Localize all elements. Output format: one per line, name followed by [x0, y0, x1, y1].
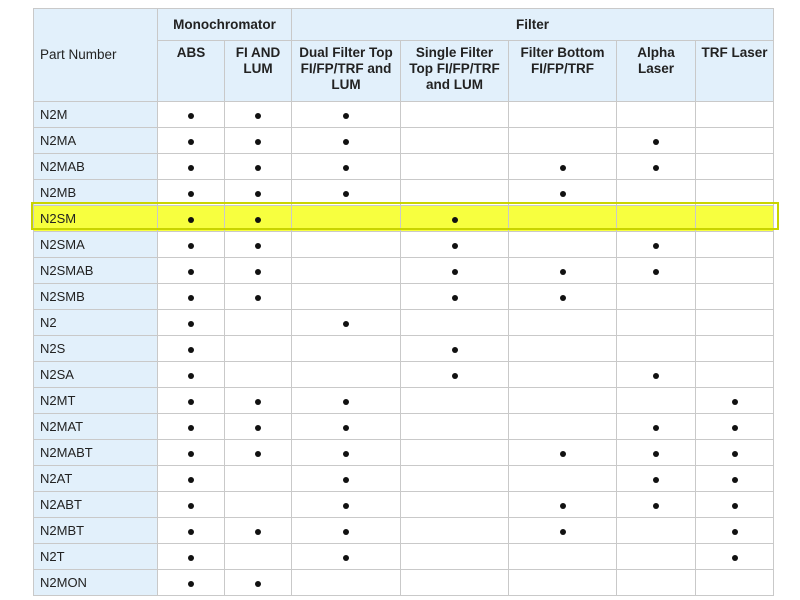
filter-bottom-cell: [509, 206, 617, 232]
abs-cell: [158, 544, 225, 570]
filter-group-header: Filter: [292, 9, 774, 41]
filter-bottom-cell: [509, 362, 617, 388]
dual-filter-cell: [292, 336, 401, 362]
bullet-dot-icon: [732, 425, 738, 431]
table-row: [34, 180, 774, 206]
single-filter-cell: [401, 232, 509, 258]
filter-bottom-cell: [509, 128, 617, 154]
dual-filter-cell: [292, 310, 401, 336]
bullet-dot-icon: [560, 191, 566, 197]
table-row: [34, 388, 774, 414]
bullet-dot-icon: [560, 269, 566, 275]
alpha-laser-cell: [617, 258, 696, 284]
bullet-dot-icon: [343, 139, 349, 145]
single-filter-cell: [401, 466, 509, 492]
dual-filter-cell: [292, 154, 401, 180]
table-row: [34, 310, 774, 336]
trf-laser-cell: [696, 206, 774, 232]
trf-laser-cell: [696, 180, 774, 206]
bullet-dot-icon: [653, 139, 659, 145]
bullet-dot-icon: [452, 347, 458, 353]
single-filter-cell: [401, 102, 509, 128]
bullet-dot-icon: [188, 321, 194, 327]
alpha-laser-cell: [617, 518, 696, 544]
part-number-cell: N2SA: [34, 362, 158, 388]
bullet-dot-icon: [343, 451, 349, 457]
bullet-dot-icon: [560, 529, 566, 535]
bullet-dot-icon: [732, 529, 738, 535]
single-filter-cell: [401, 362, 509, 388]
part-number-cell: N2T: [34, 544, 158, 570]
part-number-cell: N2MT: [34, 388, 158, 414]
fl-lum-cell: [225, 102, 292, 128]
abs-cell: [158, 180, 225, 206]
single-filter-cell: [401, 388, 509, 414]
fl-lum-cell: [225, 570, 292, 596]
fl-lum-cell: [225, 414, 292, 440]
bullet-dot-icon: [343, 191, 349, 197]
table-row: [34, 362, 774, 388]
bullet-dot-icon: [255, 113, 261, 119]
table-row: [34, 466, 774, 492]
part-number-cell: N2AT: [34, 466, 158, 492]
bullet-dot-icon: [188, 295, 194, 301]
dual-filter-cell: [292, 440, 401, 466]
bullet-dot-icon: [452, 373, 458, 379]
alpha-laser-cell: [617, 388, 696, 414]
bullet-dot-icon: [560, 165, 566, 171]
trf-laser-cell: [696, 258, 774, 284]
dual-filter-cell: [292, 102, 401, 128]
bullet-dot-icon: [255, 217, 261, 223]
filter-bottom-cell: [509, 258, 617, 284]
abs-cell: [158, 128, 225, 154]
alpha-laser-cell: [617, 310, 696, 336]
abs-cell: [158, 232, 225, 258]
part-number-cell: N2MBT: [34, 518, 158, 544]
single-filter-cell: [401, 492, 509, 518]
trf-laser-cell: [696, 102, 774, 128]
bullet-dot-icon: [732, 451, 738, 457]
trf-laser-cell: [696, 154, 774, 180]
bullet-dot-icon: [255, 399, 261, 405]
bullet-dot-icon: [255, 165, 261, 171]
part-number-cell: N2MABT: [34, 440, 158, 466]
dual-filter-cell: [292, 284, 401, 310]
table-row: [34, 284, 774, 310]
alpha-laser-column-header: Alpha Laser: [617, 41, 696, 102]
bullet-dot-icon: [653, 373, 659, 379]
abs-cell: [158, 362, 225, 388]
table-row: [34, 544, 774, 570]
abs-cell: [158, 466, 225, 492]
dual-filter-cell: [292, 180, 401, 206]
dual-filter-cell: [292, 570, 401, 596]
monochromator-group-header: Monochromator: [158, 9, 292, 41]
bullet-dot-icon: [255, 243, 261, 249]
table-row: [34, 206, 774, 232]
trf-laser-cell: [696, 336, 774, 362]
trf-laser-cell: [696, 518, 774, 544]
single-filter-cell: [401, 336, 509, 362]
bullet-dot-icon: [452, 243, 458, 249]
bullet-dot-icon: [653, 451, 659, 457]
fl-lum-cell: [225, 232, 292, 258]
dual-filter-cell: [292, 258, 401, 284]
table-row: [34, 518, 774, 544]
bullet-dot-icon: [188, 529, 194, 535]
dual-filter-cell: [292, 466, 401, 492]
part-number-cell: N2SMA: [34, 232, 158, 258]
single-filter-cell: [401, 414, 509, 440]
bullet-dot-icon: [255, 269, 261, 275]
part-number-cell: N2ABT: [34, 492, 158, 518]
bullet-dot-icon: [653, 243, 659, 249]
filter-bottom-cell: [509, 180, 617, 206]
filter-bottom-cell: [509, 102, 617, 128]
bullet-dot-icon: [653, 269, 659, 275]
fl-lum-cell: [225, 466, 292, 492]
table-row: [34, 154, 774, 180]
table-row: [34, 440, 774, 466]
bullet-dot-icon: [188, 191, 194, 197]
trf-laser-cell: [696, 570, 774, 596]
alpha-laser-cell: [617, 206, 696, 232]
part-number-cell: N2MA: [34, 128, 158, 154]
bullet-dot-icon: [343, 321, 349, 327]
trf-laser-cell: [696, 362, 774, 388]
part-number-cell: N2: [34, 310, 158, 336]
bullet-dot-icon: [188, 269, 194, 275]
dual-filter-cell: [292, 388, 401, 414]
trf-laser-cell: [696, 128, 774, 154]
bullet-dot-icon: [343, 113, 349, 119]
abs-cell: [158, 310, 225, 336]
trf-laser-cell: [696, 544, 774, 570]
dual-filter-cell: [292, 362, 401, 388]
alpha-laser-cell: [617, 336, 696, 362]
dual-filter-column-header: Dual Filter Top FI/FP/TRF and LUM: [292, 41, 401, 102]
filter-bottom-cell: [509, 310, 617, 336]
filter-bottom-cell: [509, 466, 617, 492]
bullet-dot-icon: [188, 373, 194, 379]
alpha-laser-cell: [617, 414, 696, 440]
trf-laser-cell: [696, 388, 774, 414]
fl-lum-cell: [225, 180, 292, 206]
alpha-laser-cell: [617, 492, 696, 518]
bullet-dot-icon: [255, 451, 261, 457]
bullet-dot-icon: [343, 555, 349, 561]
fl-lum-cell: [225, 440, 292, 466]
bullet-dot-icon: [188, 477, 194, 483]
table-row: [34, 232, 774, 258]
abs-cell: [158, 440, 225, 466]
bullet-dot-icon: [343, 503, 349, 509]
fl-lum-cell: [225, 206, 292, 232]
part-number-header: Part Number: [34, 9, 158, 102]
alpha-laser-cell: [617, 544, 696, 570]
bullet-dot-icon: [452, 269, 458, 275]
filter-bottom-cell: [509, 570, 617, 596]
abs-cell: [158, 570, 225, 596]
bullet-dot-icon: [560, 503, 566, 509]
bullet-dot-icon: [188, 503, 194, 509]
bullet-dot-icon: [188, 451, 194, 457]
filter-bottom-cell: [509, 544, 617, 570]
fl-lum-cell: [225, 154, 292, 180]
bullet-dot-icon: [255, 295, 261, 301]
part-number-cell: N2MB: [34, 180, 158, 206]
alpha-laser-cell: [617, 362, 696, 388]
bullet-dot-icon: [732, 503, 738, 509]
filter-bottom-cell: [509, 232, 617, 258]
fl-lum-cell: [225, 258, 292, 284]
bullet-dot-icon: [188, 425, 194, 431]
single-filter-cell: [401, 544, 509, 570]
abs-cell: [158, 206, 225, 232]
single-filter-cell: [401, 518, 509, 544]
bullet-dot-icon: [255, 529, 261, 535]
abs-cell: [158, 284, 225, 310]
part-number-cell: N2SMAB: [34, 258, 158, 284]
fl-lum-cell: [225, 128, 292, 154]
fl-lum-cell: [225, 336, 292, 362]
bullet-dot-icon: [732, 555, 738, 561]
bullet-dot-icon: [653, 425, 659, 431]
dual-filter-cell: [292, 544, 401, 570]
single-filter-cell: [401, 440, 509, 466]
bullet-dot-icon: [188, 581, 194, 587]
table-row: [34, 492, 774, 518]
abs-cell: [158, 492, 225, 518]
bullet-dot-icon: [343, 165, 349, 171]
filter-bottom-cell: [509, 518, 617, 544]
part-number-cell: N2MAB: [34, 154, 158, 180]
trf-laser-cell: [696, 232, 774, 258]
trf-laser-cell: [696, 492, 774, 518]
single-filter-cell: [401, 206, 509, 232]
part-number-table: [33, 8, 774, 596]
bullet-dot-icon: [188, 347, 194, 353]
trf-laser-cell: [696, 284, 774, 310]
part-number-cell: N2M: [34, 102, 158, 128]
bullet-dot-icon: [255, 581, 261, 587]
single-filter-cell: [401, 128, 509, 154]
bullet-dot-icon: [255, 191, 261, 197]
table-row: [34, 570, 774, 596]
bullet-dot-icon: [188, 217, 194, 223]
part-number-cell: N2MAT: [34, 414, 158, 440]
part-number-cell: N2SMB: [34, 284, 158, 310]
trf-laser-cell: [696, 440, 774, 466]
bullet-dot-icon: [188, 243, 194, 249]
trf-laser-cell: [696, 310, 774, 336]
bullet-dot-icon: [255, 425, 261, 431]
fl-lum-cell: [225, 518, 292, 544]
fl-lum-cell: [225, 310, 292, 336]
fl-lum-cell: [225, 388, 292, 414]
filter-bottom-cell: [509, 440, 617, 466]
fl-lum-cell: [225, 284, 292, 310]
single-filter-cell: [401, 284, 509, 310]
filter-bottom-cell: [509, 414, 617, 440]
dual-filter-cell: [292, 128, 401, 154]
bullet-dot-icon: [343, 425, 349, 431]
abs-column-header: ABS: [158, 41, 225, 102]
filter-bottom-cell: [509, 284, 617, 310]
bullet-dot-icon: [653, 165, 659, 171]
table-row: [34, 336, 774, 362]
dual-filter-cell: [292, 518, 401, 544]
table-row: [34, 128, 774, 154]
bullet-dot-icon: [452, 217, 458, 223]
bullet-dot-icon: [560, 295, 566, 301]
table-row: [34, 414, 774, 440]
alpha-laser-cell: [617, 466, 696, 492]
bullet-dot-icon: [343, 477, 349, 483]
alpha-laser-cell: [617, 128, 696, 154]
fl-lum-cell: [225, 362, 292, 388]
bullet-dot-icon: [188, 113, 194, 119]
bullet-dot-icon: [188, 555, 194, 561]
single-filter-cell: [401, 310, 509, 336]
single-filter-cell: [401, 154, 509, 180]
dual-filter-cell: [292, 232, 401, 258]
bullet-dot-icon: [560, 451, 566, 457]
bullet-dot-icon: [732, 399, 738, 405]
dual-filter-cell: [292, 206, 401, 232]
filter-bottom-cell: [509, 154, 617, 180]
alpha-laser-cell: [617, 154, 696, 180]
table-row: [34, 258, 774, 284]
filter-bottom-cell: [509, 492, 617, 518]
table-row: [34, 102, 774, 128]
bullet-dot-icon: [188, 139, 194, 145]
alpha-laser-cell: [617, 180, 696, 206]
abs-cell: [158, 154, 225, 180]
alpha-laser-cell: [617, 232, 696, 258]
filter-bottom-column-header: Filter Bottom FI/FP/TRF: [509, 41, 617, 102]
single-filter-column-header: Single Filter Top FI/FP/TRF and LUM: [401, 41, 509, 102]
single-filter-cell: [401, 570, 509, 596]
abs-cell: [158, 388, 225, 414]
abs-cell: [158, 336, 225, 362]
part-number-cell: N2SM: [34, 206, 158, 232]
fl-lum-cell: [225, 544, 292, 570]
abs-cell: [158, 102, 225, 128]
filter-bottom-cell: [509, 388, 617, 414]
alpha-laser-cell: [617, 284, 696, 310]
bullet-dot-icon: [653, 477, 659, 483]
bullet-dot-icon: [343, 529, 349, 535]
single-filter-cell: [401, 258, 509, 284]
table-body: [34, 102, 774, 596]
alpha-laser-cell: [617, 440, 696, 466]
bullet-dot-icon: [188, 165, 194, 171]
bullet-dot-icon: [452, 295, 458, 301]
fl-lum-cell: [225, 492, 292, 518]
filter-bottom-cell: [509, 336, 617, 362]
trf-laser-cell: [696, 466, 774, 492]
dual-filter-cell: [292, 414, 401, 440]
alpha-laser-cell: [617, 102, 696, 128]
bullet-dot-icon: [188, 399, 194, 405]
bullet-dot-icon: [653, 503, 659, 509]
bullet-dot-icon: [343, 399, 349, 405]
trf-laser-column-header: TRF Laser: [696, 41, 774, 102]
trf-laser-cell: [696, 414, 774, 440]
dual-filter-cell: [292, 492, 401, 518]
abs-cell: [158, 518, 225, 544]
alpha-laser-cell: [617, 570, 696, 596]
bullet-dot-icon: [255, 139, 261, 145]
abs-cell: [158, 258, 225, 284]
part-number-cell: N2S: [34, 336, 158, 362]
abs-cell: [158, 414, 225, 440]
single-filter-cell: [401, 180, 509, 206]
fl-lum-column-header: FI AND LUM: [225, 41, 292, 102]
part-number-cell: N2MON: [34, 570, 158, 596]
bullet-dot-icon: [732, 477, 738, 483]
